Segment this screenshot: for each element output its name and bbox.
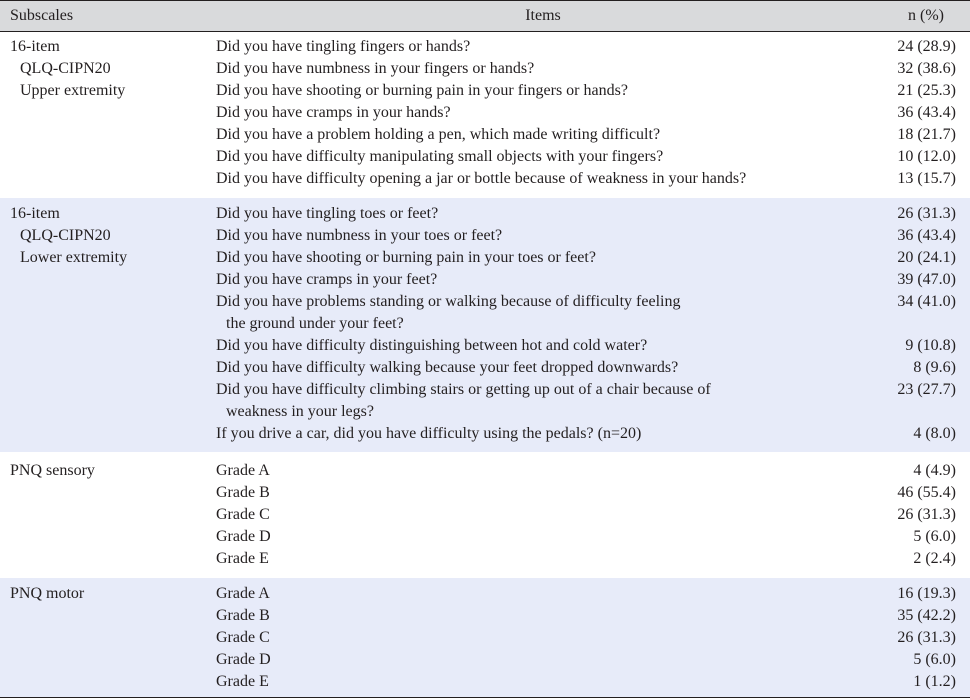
item-text: Did you have numbness in your fingers or hands? — [216, 60, 535, 77]
item-text — [216, 291, 856, 335]
item-text: Did you have shooting or burning pain in your fingers or hands? — [216, 82, 628, 99]
item-text: Did you have cramps in your hands? — [216, 104, 451, 121]
n-value: 4 (4.9) — [913, 462, 956, 479]
item-text: Grade C — [216, 629, 270, 646]
item-text: Did you have cramps in your feet? — [216, 271, 438, 288]
n-value: 24 (28.9) — [897, 38, 956, 55]
item-text-continuation: weakness in your legs? — [226, 403, 374, 420]
subscale-line: PNQ motor — [10, 585, 85, 602]
n-value: 36 (43.4) — [897, 227, 956, 244]
bottom-rule — [0, 697, 970, 698]
subscale-line: PNQ sensory — [10, 462, 95, 479]
n-value: 10 (12.0) — [897, 148, 956, 165]
n-value: 21 (25.3) — [897, 82, 956, 99]
item-text: Did you have a problem holding a pen, which made writing difficult? — [216, 126, 661, 143]
item-text: Grade D — [216, 651, 271, 668]
n-value: 8 (9.6) — [913, 359, 956, 376]
item-text: Did you have shooting or burning pain in your toes or feet? — [216, 249, 596, 266]
n-value: 1 (1.2) — [913, 673, 956, 690]
n-value: 18 (21.7) — [897, 126, 956, 143]
group-upper-extremity — [0, 32, 970, 194]
group-pnq-motor — [0, 578, 970, 697]
item-text: Grade E — [216, 673, 269, 690]
n-value: 26 (31.3) — [897, 506, 956, 523]
item-text: Grade D — [216, 528, 271, 545]
item-text: Did you have tingling toes or feet? — [216, 205, 439, 222]
item-text-line: Did you have problems standing or walking because of difficulty feeling — [216, 293, 681, 310]
item-text: Grade E — [216, 550, 269, 567]
header-subscales: Subscales — [10, 7, 74, 24]
item-text: If you drive a car, did you have difficulty using the pedals? (n=20) — [216, 425, 642, 442]
item-text: Did you have tingling fingers or hands? — [216, 38, 471, 55]
header-items: Items — [525, 7, 561, 24]
n-value: 9 (10.8) — [905, 337, 956, 354]
item-text: Grade B — [216, 484, 270, 501]
n-value: 26 (31.3) — [897, 629, 956, 646]
n-value: 35 (42.2) — [897, 607, 956, 624]
item-text: Did you have numbness in your toes or feet? — [216, 227, 503, 244]
item-text: Did you have difficulty opening a jar or bottle because of weakness in your hands? — [216, 170, 747, 187]
n-value: 20 (24.1) — [897, 249, 956, 266]
item-text: Grade A — [216, 585, 270, 602]
subscale-line: QLQ-CIPN20 — [20, 60, 111, 77]
subscale-line: 16-item — [10, 205, 60, 222]
n-value: 16 (19.3) — [897, 585, 956, 602]
n-value: 4 (8.0) — [913, 425, 956, 442]
group-lower-extremity — [0, 198, 970, 452]
item-text: Did you have difficulty walking because your feet dropped downwards? — [216, 359, 679, 376]
header-n-percent: n (%) — [908, 7, 944, 24]
n-value: 39 (47.0) — [897, 271, 956, 288]
subscale-line: Upper extremity — [20, 82, 126, 99]
item-text-line: Did you have difficulty climbing stairs or getting up out of a chair because of — [216, 381, 711, 398]
subscale-line: QLQ-CIPN20 — [20, 227, 111, 244]
n-value: 26 (31.3) — [897, 205, 956, 222]
item-text-continuation: the ground under your feet? — [226, 315, 404, 332]
item-text — [216, 379, 856, 423]
item-text: Grade B — [216, 607, 270, 624]
n-value: 2 (2.4) — [913, 550, 956, 567]
subscale-line: Lower extremity — [20, 249, 128, 266]
item-text: Did you have difficulty distinguishing between hot and cold water? — [216, 337, 648, 354]
n-value: 36 (43.4) — [897, 104, 956, 121]
table-header — [0, 0, 970, 32]
n-value: 46 (55.4) — [897, 484, 956, 501]
group-pnq-sensory — [0, 456, 970, 574]
item-text: Did you have difficulty manipulating small objects with your fingers? — [216, 148, 664, 165]
subscale-line: 16-item — [10, 38, 60, 55]
item-text: Grade A — [216, 462, 270, 479]
n-value: 32 (38.6) — [897, 60, 956, 77]
item-text: Grade C — [216, 506, 270, 523]
n-value: 5 (6.0) — [913, 651, 956, 668]
n-value: 23 (27.7) — [897, 381, 956, 398]
n-value: 13 (15.7) — [897, 170, 956, 187]
n-value: 34 (41.0) — [897, 293, 956, 310]
n-value: 5 (6.0) — [913, 528, 956, 545]
